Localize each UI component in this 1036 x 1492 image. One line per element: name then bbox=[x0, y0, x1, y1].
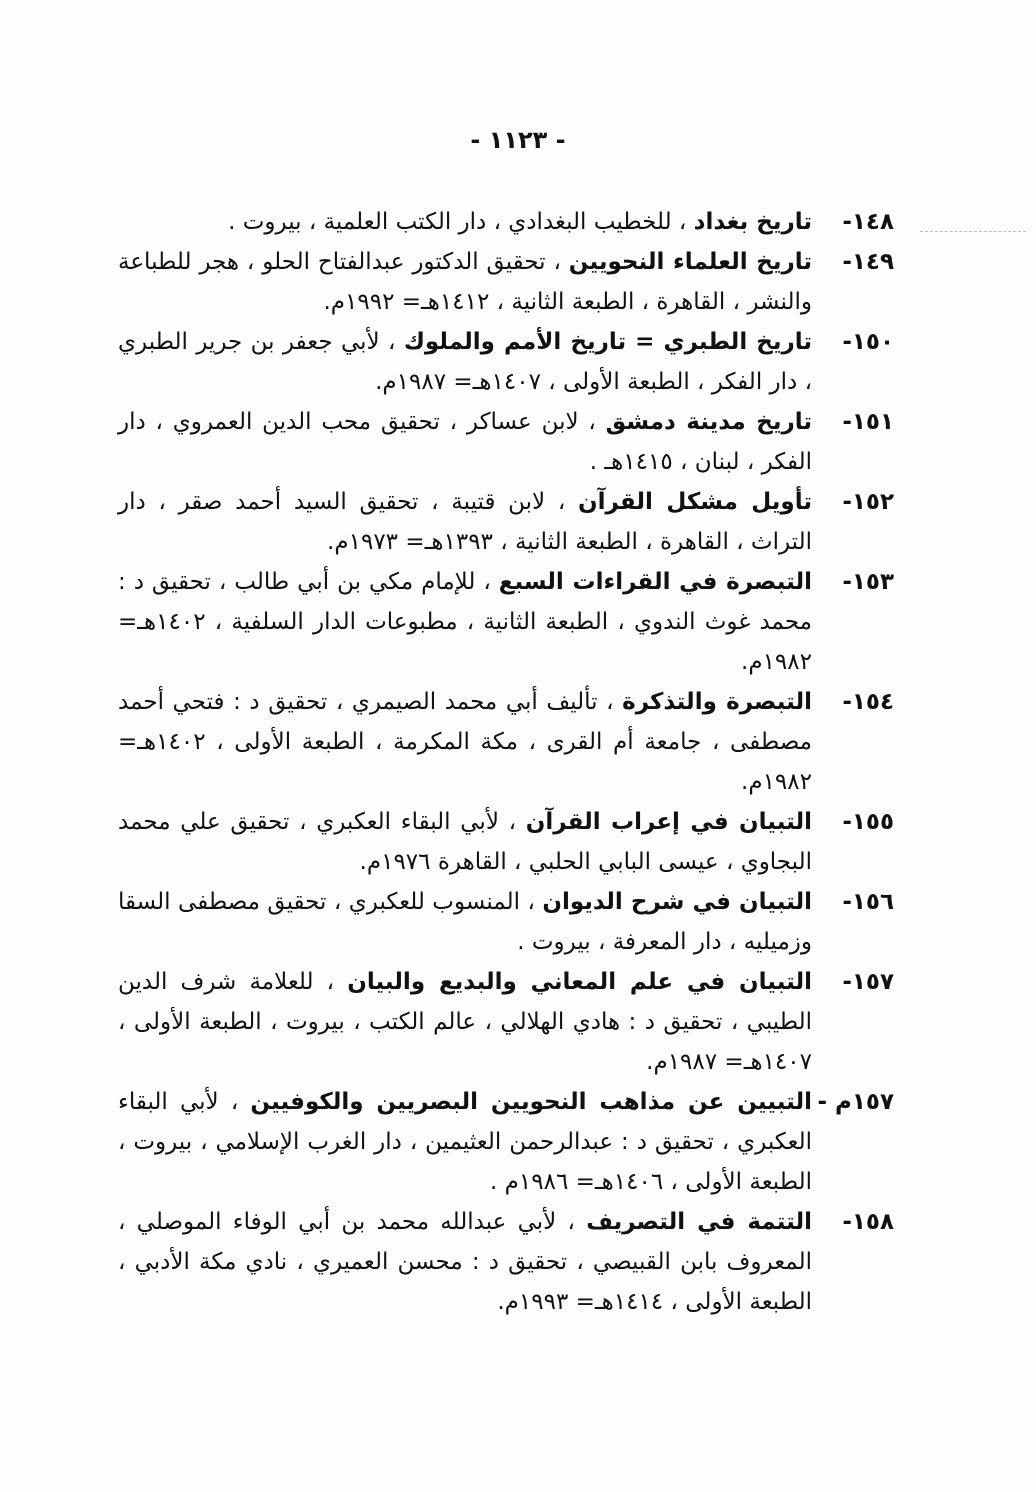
entry-text: ، للعلامة شرف الدين الطيبي ، تحقيق د : هادي الهلالي ، عالم الكتب ، بيروت ، الطبعة الأولى ، ١٤٠٧هـ= ١٩٨٧م. bbox=[118, 969, 812, 1075]
entry-title: التبيان في إعراب القرآن bbox=[525, 809, 812, 835]
entry-title: التبيان في علم المعاني والبديع والبيان bbox=[347, 969, 812, 995]
list-item bbox=[118, 322, 894, 402]
entry-number: ١٥٢- bbox=[842, 489, 894, 515]
entry-number: ١٥٠- bbox=[842, 329, 894, 355]
page-number: - ١١٢٣ - bbox=[470, 126, 566, 154]
entry-title: التبصرة والتذكرة bbox=[622, 689, 813, 715]
entry-title: تاريخ مدينة دمشق bbox=[605, 409, 812, 435]
entry-number: ١٥٣- bbox=[842, 569, 894, 595]
entry-number: ١٥٦- bbox=[842, 889, 894, 915]
entry-number: ١٥١- bbox=[842, 409, 894, 435]
entry-text: ، لأبي جعفر بن جرير الطبري ، دار الفكر ، الطبعة الأولى ، ١٤٠٧هـ= ١٩٨٧م. bbox=[118, 329, 812, 395]
entry-number: ١٥٧- bbox=[842, 969, 894, 995]
entry-title: التبيين عن مذاهب النحويين البصريين والكوفيين bbox=[250, 1089, 812, 1115]
entry-text: ، لأبي البقاء العكبري ، تحقيق د : عبدالرحمن العثيمين ، دار الغرب الإسلامي ، بيروت ، الطبعة الأولى ، ١٤٠٦هـ= ١٩٨٦م . bbox=[118, 1089, 812, 1195]
margin-rule bbox=[920, 231, 1026, 232]
entry-title: تاريخ الطبري = تاريخ الأمم والملوك bbox=[403, 329, 812, 355]
entry-body bbox=[118, 562, 812, 682]
entry-body bbox=[118, 482, 812, 562]
entry-text: ، تحقيق الدكتور عبدالفتاح الحلو ، هجر للطباعة والنشر ، القاهرة ، الطبعة الثانية ، ١٤١٢هـ= ١٩٩٢م. bbox=[118, 249, 812, 315]
entry-text: ، لأبي عبدالله محمد بن أبي الوفاء الموصلي ، المعروف بابن القبيصي ، تحقيق د : محسن العميري ، نادي مكة الأدبي ، الطبعة الأولى ، ١٤١٤هـ= ١٩٩٣م. bbox=[118, 1209, 812, 1315]
entry-number: ١٤٨- bbox=[842, 209, 894, 235]
entry-number: ١٥٤- bbox=[842, 689, 894, 715]
entry-body bbox=[118, 1202, 812, 1322]
list-item bbox=[118, 202, 894, 242]
entry-title: التبيان في شرح الديوان bbox=[542, 889, 813, 915]
entry-number: ١٤٩- bbox=[842, 249, 894, 275]
entry-text: ، للإمام مكي بن أبي طالب ، تحقيق د : محمد غوث الندوي ، الطبعة الثانية ، مطبوعات الدار السلفية ، ١٤٠٢هـ= ١٩٨٢م. bbox=[118, 569, 812, 675]
list-item bbox=[118, 242, 894, 322]
entry-text: ، لابن عساكر ، تحقيق محب الدين العمروي ، دار الفكر ، لبنان ، ١٤١٥هـ . bbox=[118, 409, 812, 475]
entry-text: ، لأبي البقاء العكبري ، تحقيق علي محمد البجاوي ، عيسى البابي الحلبي ، القاهرة ١٩٧٦م. bbox=[118, 809, 812, 875]
list-item bbox=[118, 562, 894, 682]
list-item bbox=[118, 402, 894, 482]
entry-title: تأويل مشكل القرآن bbox=[578, 489, 812, 515]
entry-text: ، المنسوب للعكبري ، تحقيق مصطفى السقا وزميليه ، دار المعرفة ، بيروت . bbox=[118, 889, 812, 955]
entry-text: ، تأليف أبي محمد الصيمري ، تحقيق د : فتحي أحمد مصطفى ، جامعة أم القرى ، مكة المكرمة ، الطبعة الأولى ، ١٤٠٢هـ= ١٩٨٢م. bbox=[118, 689, 812, 795]
entry-body bbox=[118, 1082, 812, 1202]
entry-title: تاريخ العلماء النحويين bbox=[568, 249, 812, 275]
list-item bbox=[118, 802, 894, 882]
list-item bbox=[118, 1202, 894, 1322]
entry-number: ١٥٥- bbox=[842, 809, 894, 835]
list-item bbox=[118, 1082, 894, 1202]
entry-body bbox=[118, 322, 812, 402]
entry-body bbox=[118, 882, 812, 962]
entry-title: تاريخ بغداد bbox=[693, 209, 812, 235]
entry-body bbox=[118, 962, 812, 1082]
entry-text: ، للخطيب البغدادي ، دار الكتب العلمية ، بيروت . bbox=[228, 209, 694, 235]
entry-number: ١٥٨- bbox=[842, 1209, 894, 1235]
list-item bbox=[118, 682, 894, 802]
entry-body bbox=[118, 802, 812, 882]
list-item bbox=[118, 882, 894, 962]
list-item bbox=[118, 482, 894, 562]
entry-body bbox=[118, 402, 812, 482]
entry-title: التبصرة في القراءات السبع bbox=[498, 569, 812, 595]
entry-body bbox=[118, 682, 812, 802]
entry-body bbox=[118, 242, 812, 322]
entry-title: التتمة في التصريف bbox=[586, 1209, 813, 1235]
entry-number: ١٥٧م - bbox=[817, 1089, 894, 1115]
bibliography-list bbox=[118, 202, 894, 1322]
entry-text: ، لابن قتيبة ، تحقيق السيد أحمد صقر ، دار التراث ، القاهرة ، الطبعة الثانية ، ١٣٩٣هـ= ١٩٧٣م. bbox=[118, 489, 812, 555]
entry-body bbox=[118, 202, 812, 242]
list-item bbox=[118, 962, 894, 1082]
